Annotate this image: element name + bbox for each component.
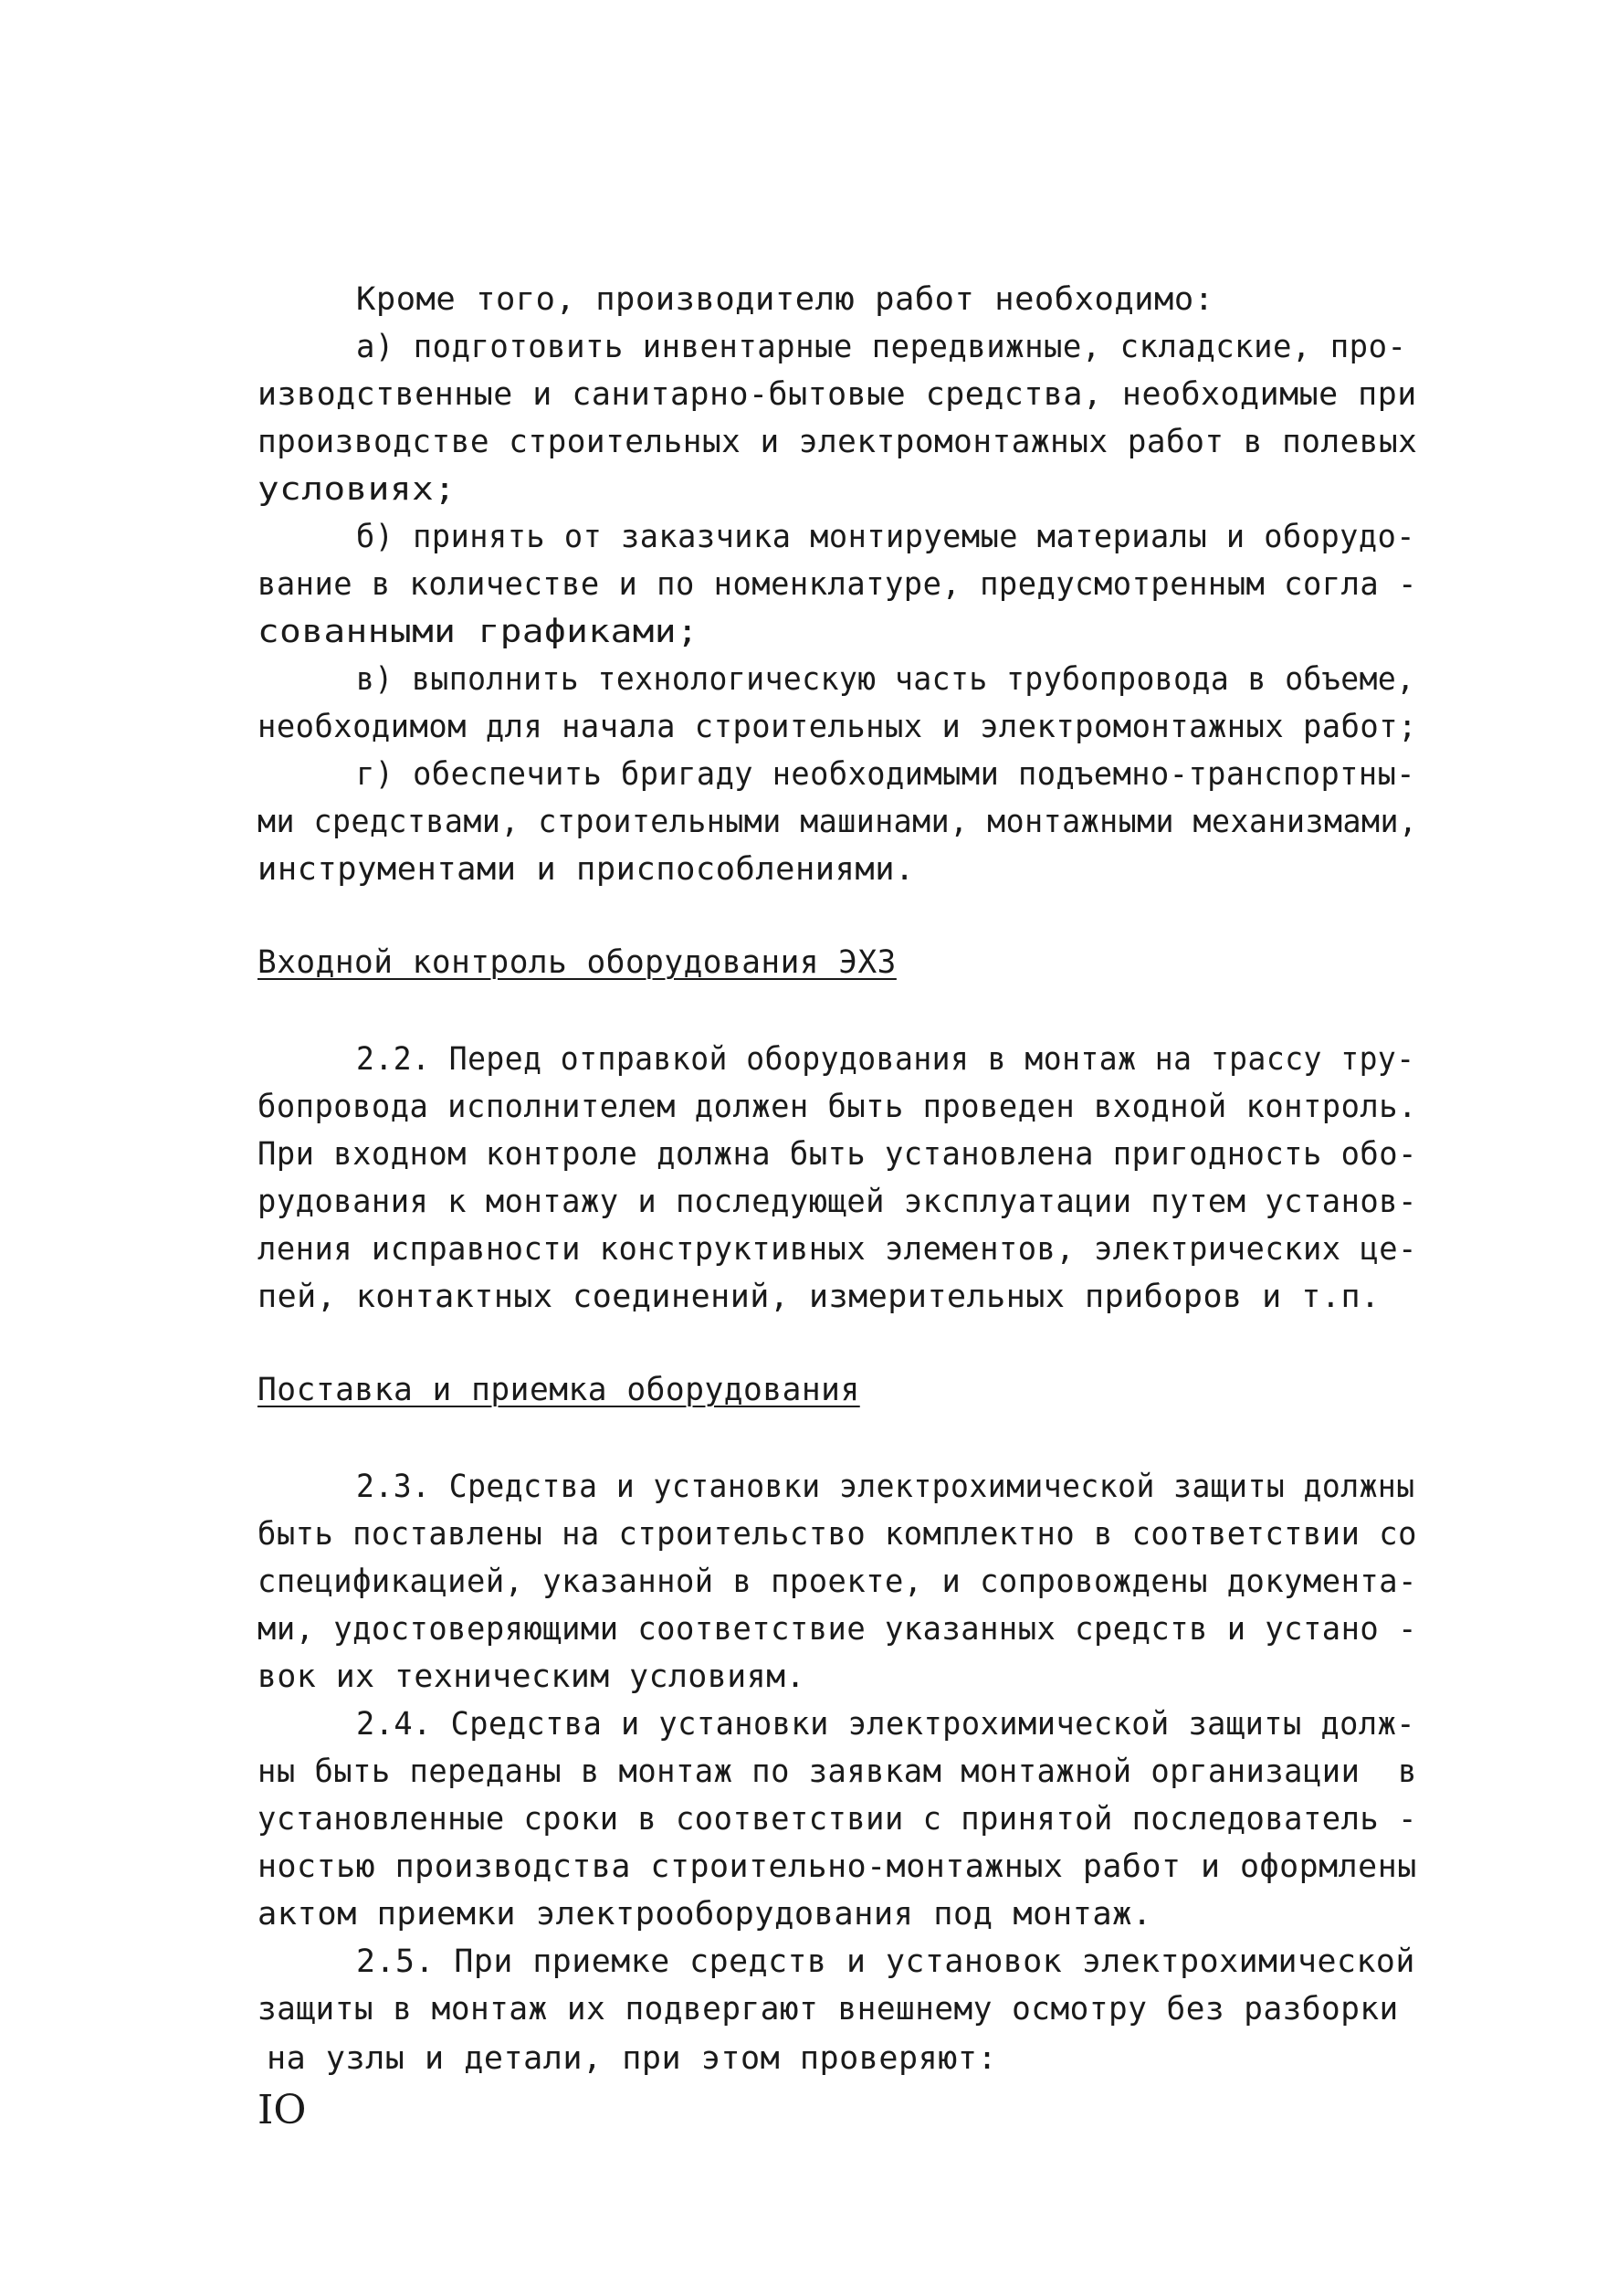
paragraph-line: г) обеспечить бригаду необходимыми подъемно-транспортны- bbox=[356, 756, 1416, 793]
paragraph-line: бопровода исполнителем должен быть проведен входной контроль. bbox=[257, 1089, 1417, 1125]
paragraph-line: быть поставлены на строительство комплектно в соответствии со bbox=[257, 1516, 1417, 1553]
paragraph-line: инструментами и приспособлениями. bbox=[257, 851, 915, 888]
paragraph-line: условиях; bbox=[257, 471, 457, 508]
paragraph-line: При входном контроле должна быть установлена пригодность обо- bbox=[257, 1136, 1417, 1173]
paragraph-line: сованными графиками; bbox=[257, 614, 699, 650]
paragraph-line: изводственные и санитарно-бытовые средства, необходимые при bbox=[257, 376, 1417, 413]
paragraph-line: а) подготовить инвентарные передвижные, складские, про- bbox=[356, 329, 1407, 365]
paragraph-line: спецификацией, указанной в проекте, и сопровождены документа- bbox=[257, 1564, 1417, 1600]
paragraph-line: Кроме того, производителю работ необходимо: bbox=[356, 281, 1214, 318]
paragraph-line: б) принять от заказчика монтируемые материалы и оборудо- bbox=[356, 519, 1416, 555]
section-heading: Поставка и приемка оборудования bbox=[257, 1372, 860, 1408]
paragraph-line: пей, контактных соединений, измерительных приборов и т.п. bbox=[257, 1279, 1381, 1315]
paragraph-line: ны быть переданы в монтаж по заявкам монтажной организации в bbox=[257, 1754, 1417, 1790]
paragraph-line: 2.4. Средства и установки электрохимической защиты долж- bbox=[356, 1706, 1416, 1743]
paragraph-line: ми средствами, строительными машинами, монтажными механизмами, bbox=[257, 804, 1418, 840]
paragraph-line: на узлы и детали, при этом проверяют: bbox=[267, 2040, 998, 2077]
paragraph-line: в) выполнить технологическую часть трубопровода в объеме, bbox=[356, 661, 1415, 698]
paragraph-line: необходимом для начала строительных и электромонтажных работ; bbox=[257, 709, 1417, 745]
paragraph-line: 2.5. При приемке средств и установок электрохимической bbox=[356, 1943, 1415, 1980]
paragraph-line: производстве строительных и электромонтажных работ в полевых bbox=[257, 424, 1418, 460]
paragraph-line: вание в количестве и по номенклатуре, предусмотренным согла - bbox=[257, 566, 1417, 603]
paragraph-line: ми, удостоверяющими соответствие указанных средств и устано - bbox=[257, 1611, 1417, 1648]
page-number: IO bbox=[257, 2087, 307, 2133]
paragraph-line: защиты в монтаж их подвергают внешнему осмотру без разборки bbox=[257, 1991, 1399, 2027]
paragraph-line: установленные сроки в соответствии с принятой последователь - bbox=[257, 1801, 1417, 1838]
paragraph-line: рудования к монтажу и последующей эксплуатации путем установ- bbox=[257, 1184, 1417, 1220]
paragraph-line: ностью производства строительно-монтажных работ и оформлены bbox=[257, 1848, 1417, 1885]
paragraph-line: вок их техническим условиям. bbox=[257, 1659, 806, 1695]
paragraph-line: ления исправности конструктивных элементов, электрических це- bbox=[257, 1231, 1417, 1268]
paragraph-line: актом приемки электрооборудования под монтаж. bbox=[257, 1896, 1152, 1933]
section-heading: Входной контроль оборудования ЭХЗ bbox=[257, 944, 897, 981]
paragraph-line: 2.3. Средства и установки электрохимической защиты должны bbox=[356, 1469, 1415, 1505]
paragraph-line: 2.2. Перед отправкой оборудования в монтаж на трассу тру- bbox=[356, 1041, 1415, 1078]
